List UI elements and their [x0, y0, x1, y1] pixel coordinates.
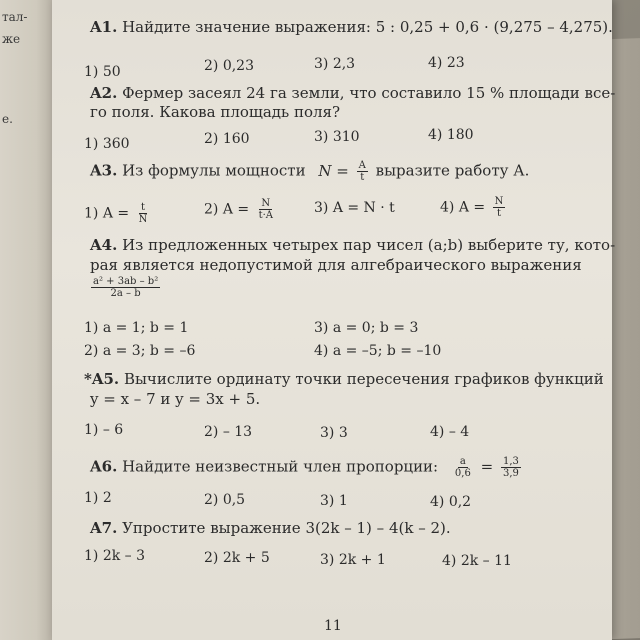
page-number: 11 [324, 618, 342, 634]
question-a4 [90, 236, 615, 254]
question-text: Вычислите ординату точки пересечения графиков функций [123, 370, 604, 388]
answer-prefix: 1) A = [84, 205, 130, 222]
answer-option: 4) – 4 [430, 424, 470, 440]
fraction-denominator: t [360, 172, 365, 183]
question-a5 [84, 370, 604, 388]
answer-option: 3) 2,3 [314, 56, 356, 72]
question-a2 [90, 84, 615, 102]
question-number: A2. [90, 84, 118, 102]
answer-option: 4) a = –5; b = –10 [314, 343, 442, 359]
question-number: *A5. [84, 370, 120, 388]
answer-fraction [137, 202, 150, 225]
answer-option: 4) 23 [428, 55, 465, 71]
expression-fraction [88, 276, 163, 299]
previous-page-edge [0, 0, 52, 640]
expression [91, 276, 160, 299]
textbook-page [52, 0, 616, 640]
fraction-numerator: 1,3 [502, 456, 519, 467]
answer-prefix: 4) A = [440, 199, 486, 216]
question-text: Упростите выражение 3(2k – 1) – 4(k – 2). [122, 519, 451, 537]
question-text: Из формулы мощности [122, 161, 306, 180]
fraction-denominator: t·A [258, 210, 273, 221]
fraction-denominator: 3,9 [502, 468, 519, 479]
question-number: A6. [90, 457, 118, 476]
question-number: A7. [90, 519, 118, 537]
fraction-denominator: 2a – b [110, 288, 141, 299]
left-page-line: же [2, 32, 21, 46]
answer-option: 3) 3 [320, 425, 348, 441]
fraction-numerator: t [140, 202, 145, 213]
answer-fraction [257, 198, 275, 221]
answer-option: 4) 2k – 11 [442, 553, 512, 569]
answer-fraction [493, 196, 506, 219]
fraction-numerator: N [494, 196, 504, 207]
answer-option: 1) 2k – 3 [84, 548, 146, 564]
question-text-line2: рая является недопустимой для алгебраического выражения [90, 256, 582, 274]
answer-option: 3) 2k + 1 [320, 552, 386, 568]
answer-option: 2) – 13 [204, 424, 253, 440]
proportion-right [501, 456, 521, 479]
answer-option [84, 202, 152, 225]
question-number: A1. [90, 18, 118, 36]
question-text: выразите работу А. [375, 161, 530, 180]
question-a3 [90, 160, 529, 183]
answer-option: 4) 180 [428, 127, 474, 143]
left-page-line: тал- [2, 10, 28, 24]
answer-prefix: 2) A = [204, 201, 250, 218]
answer-option: 2) 0,5 [204, 492, 246, 508]
question-text-line2: го поля. Какова площадь поля? [90, 103, 341, 121]
question-text: Найдите неизвестный член пропорции: [122, 457, 439, 476]
question-text-line2: y = x – 7 и y = 3x + 5. [90, 390, 261, 408]
answer-option: 4) 0,2 [430, 494, 472, 510]
left-page-line: е. [2, 112, 13, 126]
answer-option: 1) – 6 [84, 422, 124, 438]
question-text: Найдите значение выражения: 5 : 0,25 + 0,6 · (9,275 – 4,275). [122, 18, 613, 36]
question-text: Фермер засеял 24 га земли, что составило 15 % площади все- [122, 84, 616, 102]
answer-option: 1) a = 1; b = 1 [84, 320, 189, 336]
fraction-numerator: a² + 3ab – b² [93, 276, 159, 287]
question-text: Из предложенных четырех пар чисел (a;b) выберите ту, кото- [122, 236, 616, 254]
proportion-left [453, 456, 473, 479]
answer-option: 2) a = 3; b = –6 [84, 343, 196, 359]
fraction-denominator: t [496, 208, 501, 219]
question-number: A3. [90, 161, 118, 180]
answer-option: 3) 1 [320, 493, 348, 509]
fraction-numerator: A [358, 160, 366, 171]
question-number: A4. [90, 236, 118, 254]
equals-sign: = [480, 457, 494, 476]
fraction-numerator: a [459, 456, 466, 467]
answer-option: 1) 360 [84, 136, 130, 152]
formula-lhs: N = [318, 161, 349, 180]
question-a1 [90, 18, 613, 36]
answer-option: 3) A = N · t [314, 200, 395, 216]
answer-option: 2) 2k + 5 [204, 550, 270, 566]
question-a7 [90, 519, 451, 537]
answer-option [204, 198, 278, 221]
fraction-numerator: N [261, 198, 271, 209]
fraction-denominator: N [138, 214, 148, 225]
answer-option: 1) 2 [84, 490, 112, 506]
answer-option: 2) 160 [204, 131, 250, 147]
answer-option: 3) 310 [314, 129, 360, 145]
question-a6 [90, 456, 524, 479]
answer-option: 2) 0,23 [204, 58, 254, 74]
answer-option: 1) 50 [84, 64, 121, 80]
fraction-denominator: 0,6 [454, 468, 471, 479]
answer-option: 3) a = 0; b = 3 [314, 320, 419, 336]
formula-fraction [357, 160, 368, 183]
answer-option [440, 196, 508, 219]
